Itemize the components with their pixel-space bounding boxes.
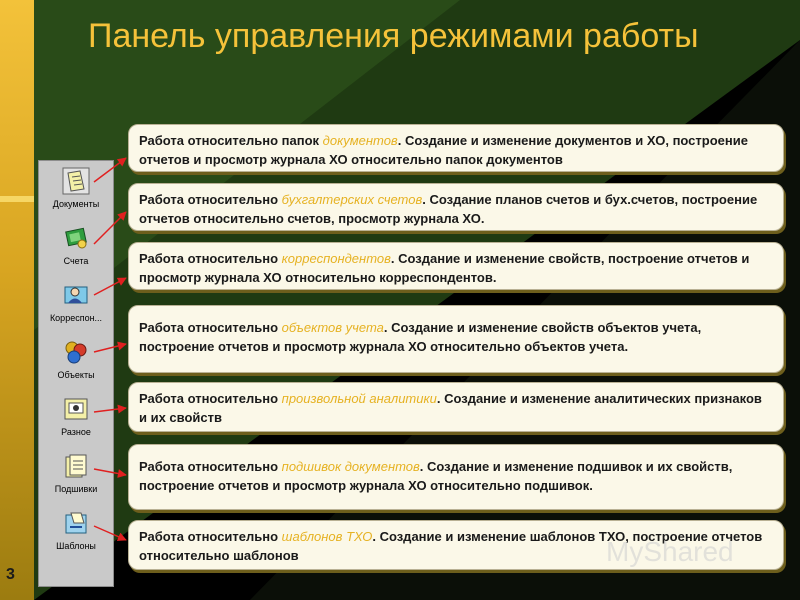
- documents-icon: [62, 167, 90, 195]
- description-prefix: Работа относительно: [139, 529, 282, 544]
- description-highlight: шаблонов ТХО: [281, 529, 373, 544]
- description-suffix: . Создание и изменение свойств, построение отчетов и просмотр журнала ХО относительно корреспондентов.: [139, 251, 750, 285]
- description-highlight: подшивок документов: [281, 459, 420, 474]
- description-prefix: Работа относительно: [139, 192, 282, 207]
- objects-icon: [62, 338, 90, 366]
- description-objects: [128, 305, 784, 373]
- description-highlight: объектов учета: [281, 320, 384, 335]
- description-prefix: Работа относительно: [139, 320, 282, 335]
- slide-number: 3: [6, 566, 15, 583]
- templates-icon: [62, 509, 90, 537]
- slide-title: Панель управления режимами работы: [88, 17, 699, 55]
- description-prefix: Работа относительно: [139, 391, 282, 406]
- description-prefix: Работа относительно: [139, 459, 282, 474]
- description-suffix: . Создание планов счетов и бух.счетов, построение отчетов относительно счетов, просмотр журнала ХО.: [139, 192, 758, 226]
- toolbar-label-documents: Документы: [52, 199, 100, 209]
- toolbar-button-templates[interactable]: [39, 509, 113, 552]
- toolbar-button-documents[interactable]: [39, 167, 113, 210]
- description-highlight: корреспондентов: [281, 251, 391, 266]
- description-correspondents: [128, 242, 784, 290]
- correspondents-icon: [62, 281, 90, 309]
- description-prefix: Работа относительно папок: [139, 133, 323, 148]
- toolbar-button-misc[interactable]: [39, 395, 113, 438]
- watermark-text: MyShared: [606, 536, 734, 567]
- toolbar-button-accounts[interactable]: [39, 224, 113, 267]
- toolbar-label-filings: Подшивки: [54, 484, 98, 494]
- description-suffix: . Создание и изменение шаблонов ТХО, построение отчетов относительно шаблонов: [139, 529, 763, 563]
- mode-toolbar: [38, 160, 114, 587]
- toolbar-button-correspondents[interactable]: [39, 281, 113, 324]
- toolbar-button-objects[interactable]: [39, 338, 113, 381]
- toolbar-label-correspondents: Корреспон...: [49, 313, 103, 323]
- toolbar-button-filings[interactable]: [39, 452, 113, 495]
- toolbar-label-misc: Разное: [61, 427, 91, 437]
- left-gold-bar: [0, 0, 34, 600]
- description-highlight: бухгалтерских счетов: [281, 192, 423, 207]
- toolbar-label-objects: Объекты: [57, 370, 95, 380]
- filings-icon: [62, 452, 90, 480]
- description-suffix: . Создание и изменение свойств объектов учета, построение отчетов и просмотр журнала ХО относительно объектов учета.: [139, 320, 702, 354]
- description-highlight: произвольной аналитики: [281, 391, 437, 406]
- toolbar-label-accounts: Счета: [63, 256, 89, 266]
- description-highlight: документов: [322, 133, 398, 148]
- misc-icon: [62, 395, 90, 423]
- description-prefix: Работа относительно: [139, 251, 282, 266]
- description-documents: [128, 124, 784, 172]
- gold-accent-strip: [0, 196, 34, 202]
- accounts-icon: [62, 224, 90, 252]
- description-suffix: . Создание и изменение документов и ХО, построение отчетов и просмотр журнала ХО относительно папок документов: [139, 133, 748, 167]
- description-analytics: [128, 382, 784, 432]
- description-suffix: . Создание и изменение аналитических признаков и их свойств: [139, 391, 762, 425]
- description-filings: [128, 444, 784, 510]
- toolbar-label-templates: Шаблоны: [56, 541, 96, 551]
- description-suffix: . Создание и изменение подшивок и их свойств, построение отчетов и просмотр журнала ХО относительно подшивок.: [139, 459, 733, 493]
- description-accounts: [128, 183, 784, 231]
